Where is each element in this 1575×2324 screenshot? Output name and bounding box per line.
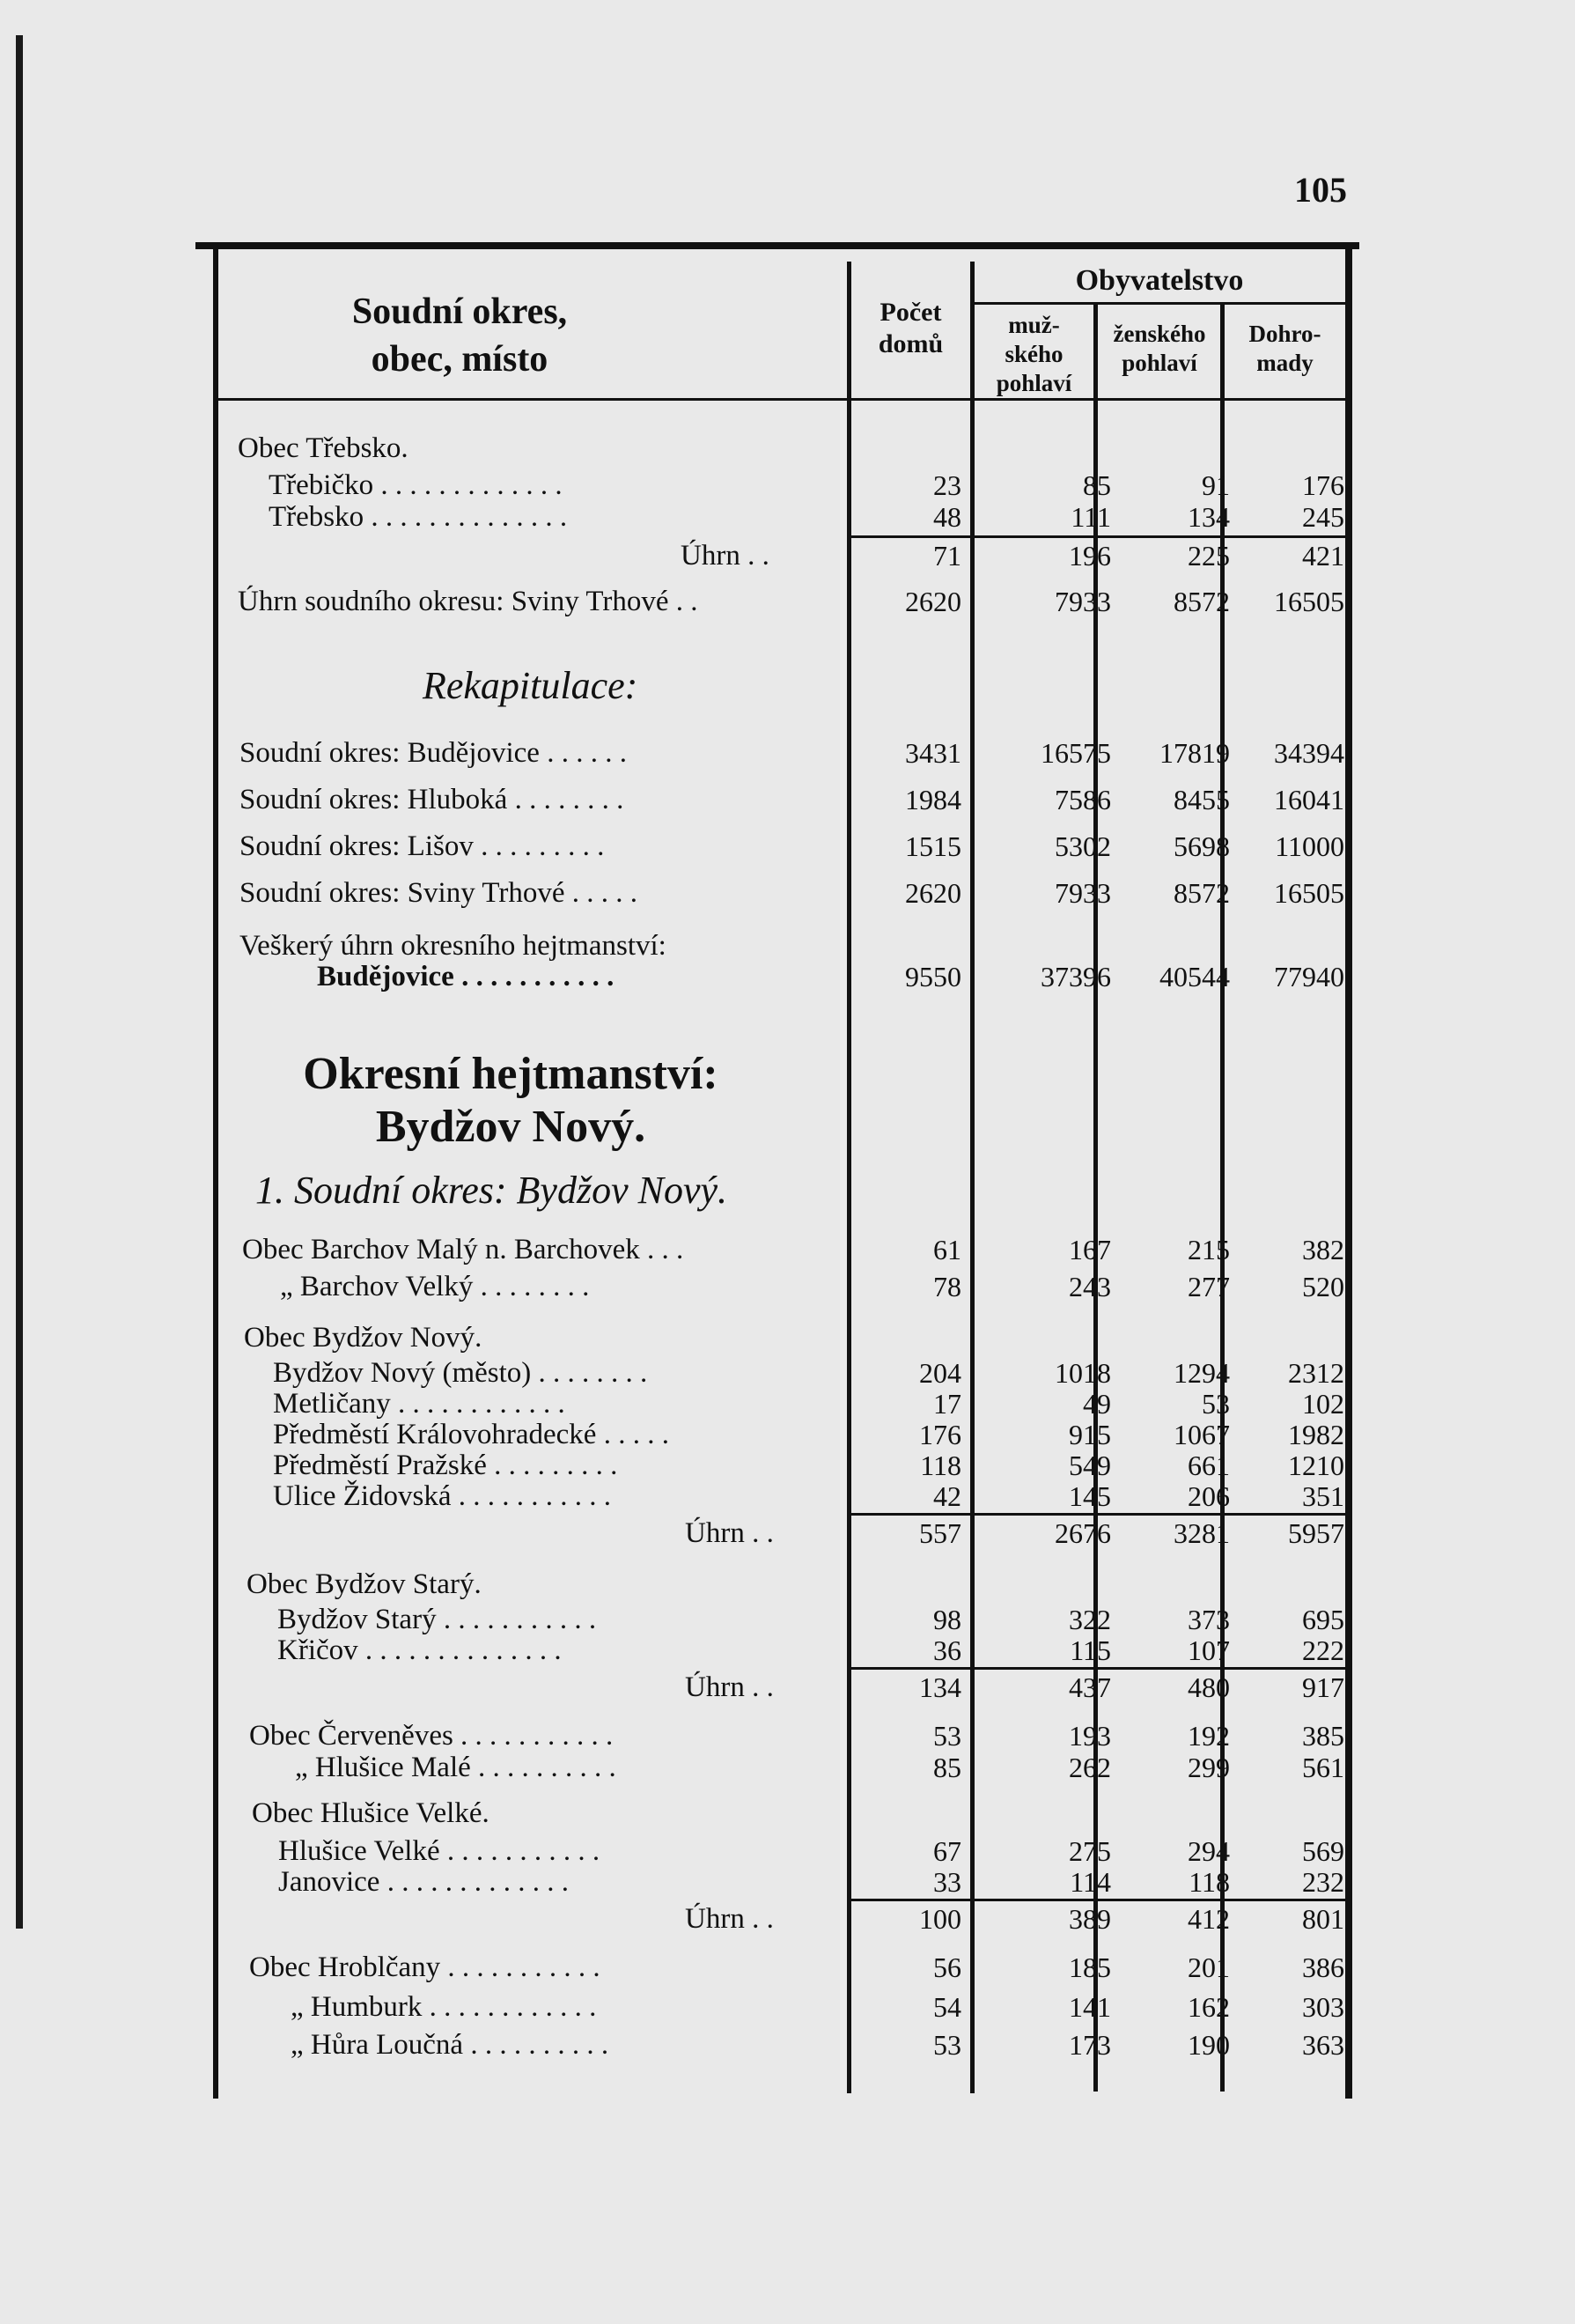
table-row [195, 1719, 1359, 1752]
female-cell: 40544 [1159, 961, 1230, 992]
table-row [195, 783, 1359, 816]
table-row [195, 1834, 1359, 1868]
houses-cell: 61 [933, 1234, 961, 1265]
total-cell: 77940 [1274, 961, 1344, 992]
houses-cell: 176 [919, 1419, 961, 1450]
row-label: „ Barchov Velký . . . . . . . . [280, 1271, 590, 1302]
row-label: Soudní okres: Lišov . . . . . . . . . [239, 830, 605, 862]
male-cell: 115 [1070, 1634, 1111, 1666]
row-label: Obec Bydžov Starý. [247, 1568, 482, 1600]
table-row [195, 1418, 1359, 1451]
male-cell: 7933 [1055, 877, 1111, 909]
header-total: Dohro- mady [1248, 321, 1321, 376]
houses-cell: 36 [933, 1634, 961, 1666]
row-label: Obec Hroblčany . . . . . . . . . . . [249, 1951, 600, 1983]
table-row [195, 1387, 1359, 1420]
header-female: ženského pohlaví [1113, 321, 1206, 376]
table-row [195, 1634, 1359, 1667]
male-cell: 5302 [1055, 830, 1111, 862]
sum-rule [850, 1513, 1347, 1516]
houses-cell: 1984 [905, 784, 961, 815]
male-cell: 145 [1069, 1480, 1111, 1512]
male-cell: 185 [1069, 1951, 1111, 1983]
male-cell: 389 [1069, 1903, 1111, 1935]
table-row [195, 1796, 1359, 1830]
total-cell: 917 [1302, 1671, 1344, 1703]
male-cell: 7933 [1055, 586, 1111, 617]
female-cell: 3281 [1174, 1517, 1230, 1549]
male-cell: 37396 [1041, 961, 1111, 992]
houses-cell: 67 [933, 1835, 961, 1867]
total-cell: 5957 [1288, 1517, 1344, 1549]
row-label: Ulice Židovská . . . . . . . . . . . [273, 1480, 612, 1512]
sum-row [195, 1671, 1359, 1704]
houses-cell: 53 [933, 1720, 961, 1752]
table-row [195, 830, 1359, 863]
female-cell: 53 [1202, 1388, 1230, 1420]
houses-cell: 85 [933, 1752, 961, 1783]
female-cell: 118 [1189, 1866, 1230, 1898]
male-cell: 114 [1070, 1866, 1111, 1898]
male-cell: 49 [1083, 1388, 1111, 1420]
houses-cell: 17 [933, 1388, 961, 1420]
male-cell: 167 [1069, 1234, 1111, 1265]
total-cell: 303 [1302, 1991, 1344, 2023]
sum-rule [850, 535, 1347, 538]
male-cell: 915 [1069, 1419, 1111, 1450]
female-cell: 5698 [1174, 830, 1230, 862]
sum-row [195, 1516, 1359, 1550]
total-cell: 16041 [1274, 784, 1344, 815]
row-label: Obec Bydžov Nový. [244, 1322, 482, 1354]
table-row [195, 736, 1359, 770]
top-rule [195, 242, 1359, 249]
header-population: Obyvatelstvo [1075, 264, 1244, 297]
row-label: Křičov . . . . . . . . . . . . . . [277, 1634, 562, 1666]
total-cell: 102 [1302, 1388, 1344, 1420]
table-row [195, 1751, 1359, 1784]
female-cell: 225 [1188, 540, 1230, 572]
table-row [195, 2028, 1359, 2062]
houses-cell: 53 [933, 2029, 961, 2061]
male-cell: 111 [1071, 501, 1111, 533]
total-cell: 801 [1302, 1903, 1344, 1935]
table-row [195, 1990, 1359, 2024]
row-label: Bydžov Nový (město) . . . . . . . . [273, 1357, 648, 1389]
table-row [195, 468, 1359, 502]
female-cell: 8572 [1174, 877, 1230, 909]
female-cell: 190 [1188, 2029, 1230, 2061]
section-heading [264, 1048, 757, 1154]
female-cell: 91 [1202, 469, 1230, 501]
houses-cell: 2620 [905, 586, 961, 617]
row-label: Předměstí Královohradecké . . . . . [273, 1419, 669, 1450]
total-cell: 695 [1302, 1604, 1344, 1635]
houses-cell: 98 [933, 1604, 961, 1635]
male-cell: 2676 [1055, 1517, 1111, 1549]
female-cell: 277 [1188, 1271, 1230, 1302]
total-cell: 1982 [1288, 1419, 1344, 1450]
male-cell: 1018 [1055, 1357, 1111, 1389]
table-row [195, 929, 1359, 963]
sum-row [195, 539, 1359, 572]
houses-cell: 56 [933, 1951, 961, 1983]
houses-cell: 118 [920, 1450, 961, 1481]
table-row [195, 432, 1359, 465]
houses-cell: 100 [919, 1903, 961, 1935]
total-cell: 385 [1302, 1720, 1344, 1752]
male-cell: 85 [1083, 469, 1111, 501]
row-label: Úhrn soudního okresu: Sviny Trhové . . [238, 586, 698, 617]
female-cell: 201 [1188, 1951, 1230, 1983]
female-cell: 134 [1188, 501, 1230, 533]
female-cell: 206 [1188, 1480, 1230, 1512]
row-label: Obec Barchov Malý n. Barchovek . . . [242, 1234, 684, 1265]
row-label: Bydžov Starý . . . . . . . . . . . [277, 1604, 597, 1635]
table-row [195, 1865, 1359, 1899]
table-row [195, 1449, 1359, 1482]
total-cell: 222 [1302, 1634, 1344, 1666]
sum-row [195, 1902, 1359, 1936]
row-label: „ Hlušice Malé . . . . . . . . . . [295, 1752, 616, 1783]
row-label: „ Humburk . . . . . . . . . . . . [291, 1991, 597, 2023]
table-row [195, 1479, 1359, 1513]
total-cell: 176 [1302, 469, 1344, 501]
table-row [195, 1356, 1359, 1390]
header-houses: Počet domů [878, 298, 944, 358]
row-label: Úhrn . . [685, 1671, 774, 1703]
row-label: Předměstí Pražské . . . . . . . . . [273, 1450, 618, 1481]
total-cell: 520 [1302, 1271, 1344, 1302]
row-label: Obec Třebsko. [238, 432, 408, 464]
row-label: Janovice . . . . . . . . . . . . . [278, 1866, 569, 1898]
female-cell: 1067 [1174, 1419, 1230, 1450]
group-rule [972, 302, 1345, 305]
houses-cell: 9550 [905, 961, 961, 992]
total-cell: 16505 [1274, 586, 1344, 617]
female-cell: 661 [1188, 1450, 1230, 1481]
table-row [195, 1568, 1359, 1601]
table-row [195, 1270, 1359, 1303]
female-cell: 8572 [1174, 586, 1230, 617]
row-label: Metličany . . . . . . . . . . . . [273, 1388, 565, 1420]
male-cell: 275 [1069, 1835, 1111, 1867]
female-cell: 294 [1188, 1835, 1230, 1867]
sum-rule [850, 1667, 1347, 1670]
row-label: Soudní okres: Budějovice . . . . . . [239, 737, 627, 769]
table-row [195, 1233, 1359, 1266]
total-cell: 363 [1302, 2029, 1344, 2061]
houses-cell: 134 [919, 1671, 961, 1703]
sum-rule [850, 1899, 1347, 1901]
row-label: „ Hůra Loučná . . . . . . . . . . [291, 2029, 609, 2061]
female-cell: 192 [1188, 1720, 1230, 1752]
row-label: Veškerý úhrn okresního hejtmanství: [239, 930, 666, 962]
header-male: muž- ského pohlaví [996, 312, 1072, 396]
houses-cell: 33 [933, 1866, 961, 1898]
italic-heading: Rekapitulace: [423, 664, 638, 707]
total-cell: 245 [1302, 501, 1344, 533]
header-district-line: obec, místo [371, 339, 548, 380]
total-cell: 386 [1302, 1951, 1344, 1983]
row-label: Třebsko . . . . . . . . . . . . . . [269, 501, 568, 533]
houses-cell: 23 [933, 469, 961, 501]
male-cell: 7586 [1055, 784, 1111, 815]
houses-cell: 557 [919, 1517, 961, 1549]
female-cell: 162 [1188, 1991, 1230, 2023]
female-cell: 480 [1188, 1671, 1230, 1703]
male-cell: 262 [1069, 1752, 1111, 1783]
table-row [195, 500, 1359, 534]
total-cell: 16505 [1274, 877, 1344, 909]
row-label: Budějovice . . . . . . . . . . . [317, 961, 615, 992]
houses-cell: 2620 [905, 877, 961, 909]
row-label: Obec Hlušice Velké. [252, 1797, 489, 1829]
male-cell: 173 [1069, 2029, 1111, 2061]
row-label: Úhrn . . [681, 540, 769, 572]
female-cell: 215 [1188, 1234, 1230, 1265]
total-cell: 351 [1302, 1480, 1344, 1512]
row-label: Soudní okres: Sviny Trhové . . . . . [239, 877, 637, 909]
houses-cell: 42 [933, 1480, 961, 1512]
section-heading-line: Bydžov Nový. [375, 1102, 646, 1152]
table-row [195, 876, 1359, 910]
houses-cell: 1515 [905, 830, 961, 862]
male-cell: 322 [1069, 1604, 1111, 1635]
header-district-line: Soudní okres, [351, 291, 568, 332]
total-cell: 382 [1302, 1234, 1344, 1265]
total-cell: 421 [1302, 540, 1344, 572]
houses-cell: 3431 [905, 737, 961, 769]
female-cell: 1294 [1174, 1357, 1230, 1389]
header-rule [218, 398, 1345, 401]
houses-cell: 48 [933, 501, 961, 533]
page-number: 105 [1294, 170, 1347, 210]
male-cell: 549 [1069, 1450, 1111, 1481]
total-cell: 232 [1302, 1866, 1344, 1898]
table-row [195, 1321, 1359, 1354]
row-label: Třebičko . . . . . . . . . . . . . [269, 469, 563, 501]
total-cell: 34394 [1274, 737, 1344, 769]
male-cell: 243 [1069, 1271, 1111, 1302]
page-edge [16, 35, 23, 1929]
table-row [195, 1951, 1359, 1984]
male-cell: 16575 [1041, 737, 1111, 769]
row-label: Hlušice Velké . . . . . . . . . . . [278, 1835, 600, 1867]
female-cell: 17819 [1159, 737, 1230, 769]
table-row [195, 1603, 1359, 1636]
female-cell: 299 [1188, 1752, 1230, 1783]
row-label: Úhrn . . [685, 1517, 774, 1549]
female-cell: 373 [1188, 1604, 1230, 1635]
row-label: Obec Červeněves . . . . . . . . . . . [249, 1720, 614, 1752]
houses-cell: 204 [919, 1357, 961, 1389]
male-cell: 196 [1069, 540, 1111, 572]
total-cell: 2312 [1288, 1357, 1344, 1389]
female-cell: 412 [1188, 1903, 1230, 1935]
row-label: Soudní okres: Hluboká . . . . . . . . [239, 784, 624, 815]
table-row [195, 585, 1359, 618]
male-cell: 437 [1069, 1671, 1111, 1703]
houses-cell: 78 [933, 1271, 961, 1302]
female-cell: 107 [1188, 1634, 1230, 1666]
section-heading-line: Okresní hejtmanství: [303, 1049, 718, 1099]
total-cell: 569 [1302, 1835, 1344, 1867]
total-cell: 1210 [1288, 1450, 1344, 1481]
row-label: Úhrn . . [685, 1903, 774, 1935]
header-district [248, 288, 671, 383]
houses-cell: 54 [933, 1991, 961, 2023]
female-cell: 8455 [1174, 784, 1230, 815]
male-cell: 141 [1069, 1991, 1111, 2023]
italic-heading: 1. Soudní okres: Bydžov Nový. [255, 1169, 728, 1212]
table-row [195, 960, 1359, 993]
male-cell: 193 [1069, 1720, 1111, 1752]
total-cell: 11000 [1275, 830, 1344, 862]
houses-cell: 71 [933, 540, 961, 572]
total-cell: 561 [1302, 1752, 1344, 1783]
